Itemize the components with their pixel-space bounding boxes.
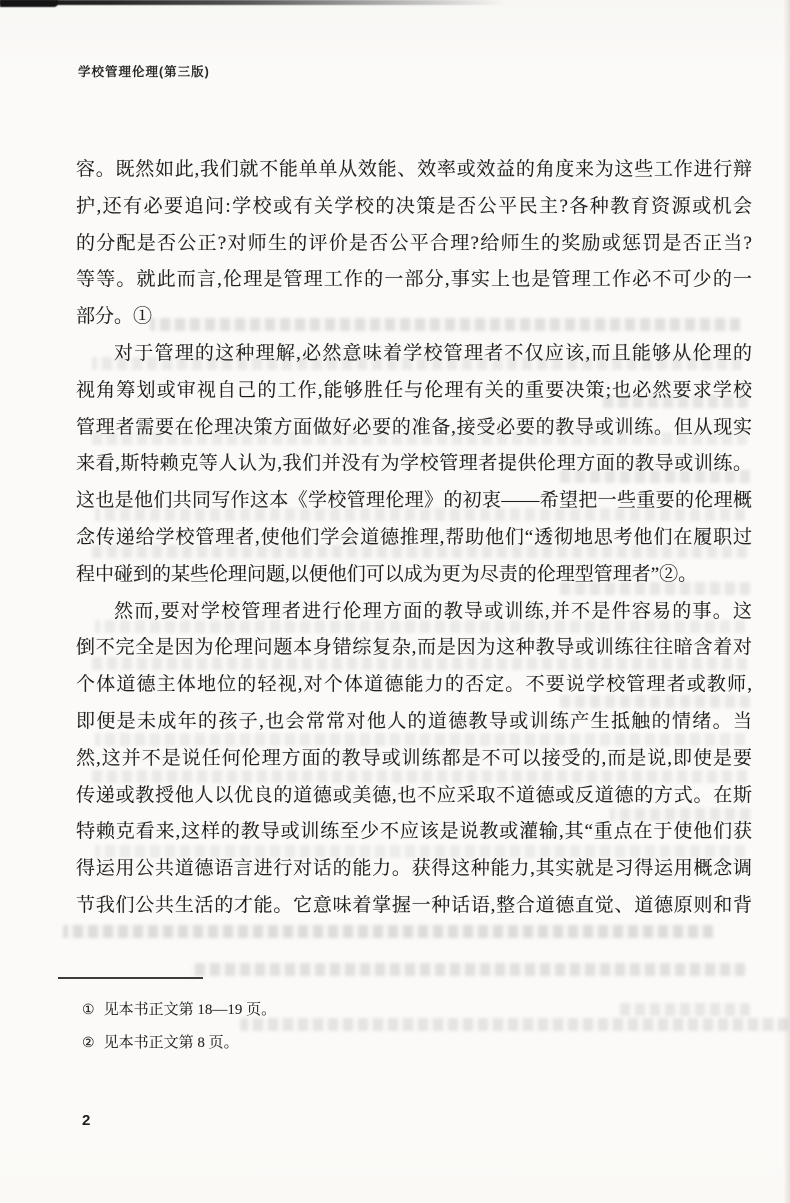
text-line: 倒不完全是因为伦理问题本身错综复杂,而是因为这种教导或训练往往暗含着对	[76, 637, 752, 659]
text-line: 即便是未成年的孩子,也会常常对他人的道德教导或训练产生抵触的情绪。当	[76, 710, 752, 732]
text-line: 节我们公共生活的才能。它意味着掌握一种话语,整合道德直觉、道德原则和背	[76, 894, 752, 916]
text-line: 念传递给学校管理者,使他们学会道德推理,帮助他们“透彻地思考他们在履职过	[76, 526, 752, 548]
bleedthrough-artifact	[92, 770, 747, 783]
bleedthrough-artifact	[95, 845, 745, 858]
text-line: 得运用公共道德语言进行对话的能力。获得这种能力,其实就是习得运用概念调	[76, 858, 752, 880]
bleedthrough-artifact	[620, 1003, 750, 1016]
bleedthrough-artifact	[92, 657, 747, 670]
footnote	[82, 1027, 722, 1060]
text-line: 的分配是否公正?对师生的评价是否公平合理?给师生的奖励或惩罚是否正当?	[76, 232, 752, 254]
scan-artifact-corner	[0, 0, 58, 7]
bleedthrough-artifact	[95, 508, 745, 521]
footnote-separator	[58, 977, 203, 979]
text-line: 视角筹划或审视自己的工作,能够胜任与伦理有关的重要决策;也必然要求学校	[76, 379, 752, 401]
page-number: 2	[82, 1112, 91, 1129]
text-line: 个体道德主体地位的轻视,对个体道德能力的否定。不要说学校管理者或教师,	[76, 674, 752, 696]
bleedthrough-artifact	[95, 620, 745, 633]
footnote-text: 见本书正文第 8 页。	[103, 1035, 239, 1051]
footnote-text: 见本书正文第 18—19 页。	[103, 1002, 277, 1018]
text-line: 程中碰到的某些伦理问题,以便他们可以成为更为尽责的伦理型管理者”②。	[76, 563, 698, 585]
bleedthrough-artifact	[150, 318, 740, 331]
bleedthrough-artifact	[560, 582, 750, 595]
footnote-marker: ①	[82, 1003, 95, 1018]
text-line: 护,还有必要追问:学校或有关学校的决策是否公平民主?各种教育资源或机会	[76, 195, 752, 217]
bleedthrough-artifact	[92, 357, 742, 370]
text-line: 对于管理的这种理解,必然意味着学校管理者不仅应该,而且能够从伦理的	[114, 342, 752, 364]
bleedthrough-artifact	[600, 395, 748, 408]
running-head: 学校管理伦理(第三版)	[78, 65, 210, 79]
bleedthrough-artifact	[190, 963, 745, 976]
text-line: 部分。①	[76, 306, 153, 328]
text-line: 这也是他们共同写作这本《学校管理伦理》的初衷——希望把一些重要的伦理概	[76, 490, 752, 512]
bleedthrough-artifact	[92, 432, 747, 445]
bleedthrough-artifact	[610, 808, 750, 821]
bleedthrough-artifact	[560, 695, 750, 708]
footnote-marker: ②	[82, 1036, 95, 1051]
bleedthrough-artifact	[92, 545, 747, 558]
text-line: 然而,要对学校管理者进行伦理方面的教导或训练,并不是件容易的事。这	[114, 600, 752, 622]
text-line: 传递或教授他人以优良的道德或美德,也不应采取不道德或反道德的方式。在斯	[76, 784, 752, 806]
bleedthrough-artifact	[95, 733, 745, 746]
text-line: 特赖克看来,这样的教导或训练至少不应该是说教或灌输,其“重点在于使他们获	[76, 821, 752, 843]
bleedthrough-artifact	[240, 1018, 788, 1031]
bleedthrough-artifact	[63, 925, 713, 938]
text-line: 管理者需要在伦理决策方面做好必要的准备,接受必要的教导或训练。但从现实	[76, 416, 752, 438]
bleedthrough-artifact	[560, 470, 750, 483]
text-line: 来看,斯特赖克等人认为,我们并没有为学校管理者提供伦理方面的教导或训练。	[76, 453, 752, 475]
scan-artifact-top-edge	[0, 0, 505, 5]
text-line: 然,这并不是说任何伦理方面的教导或训练都是不可以接受的,而是说,即使是要	[76, 747, 752, 769]
text-line: 等等。就此而言,伦理是管理工作的一部分,事实上也是管理工作必不可少的一	[76, 269, 752, 291]
text-line: 容。既然如此,我们就不能单单从效能、效率或效益的角度来为这些工作进行辩	[76, 159, 752, 180]
